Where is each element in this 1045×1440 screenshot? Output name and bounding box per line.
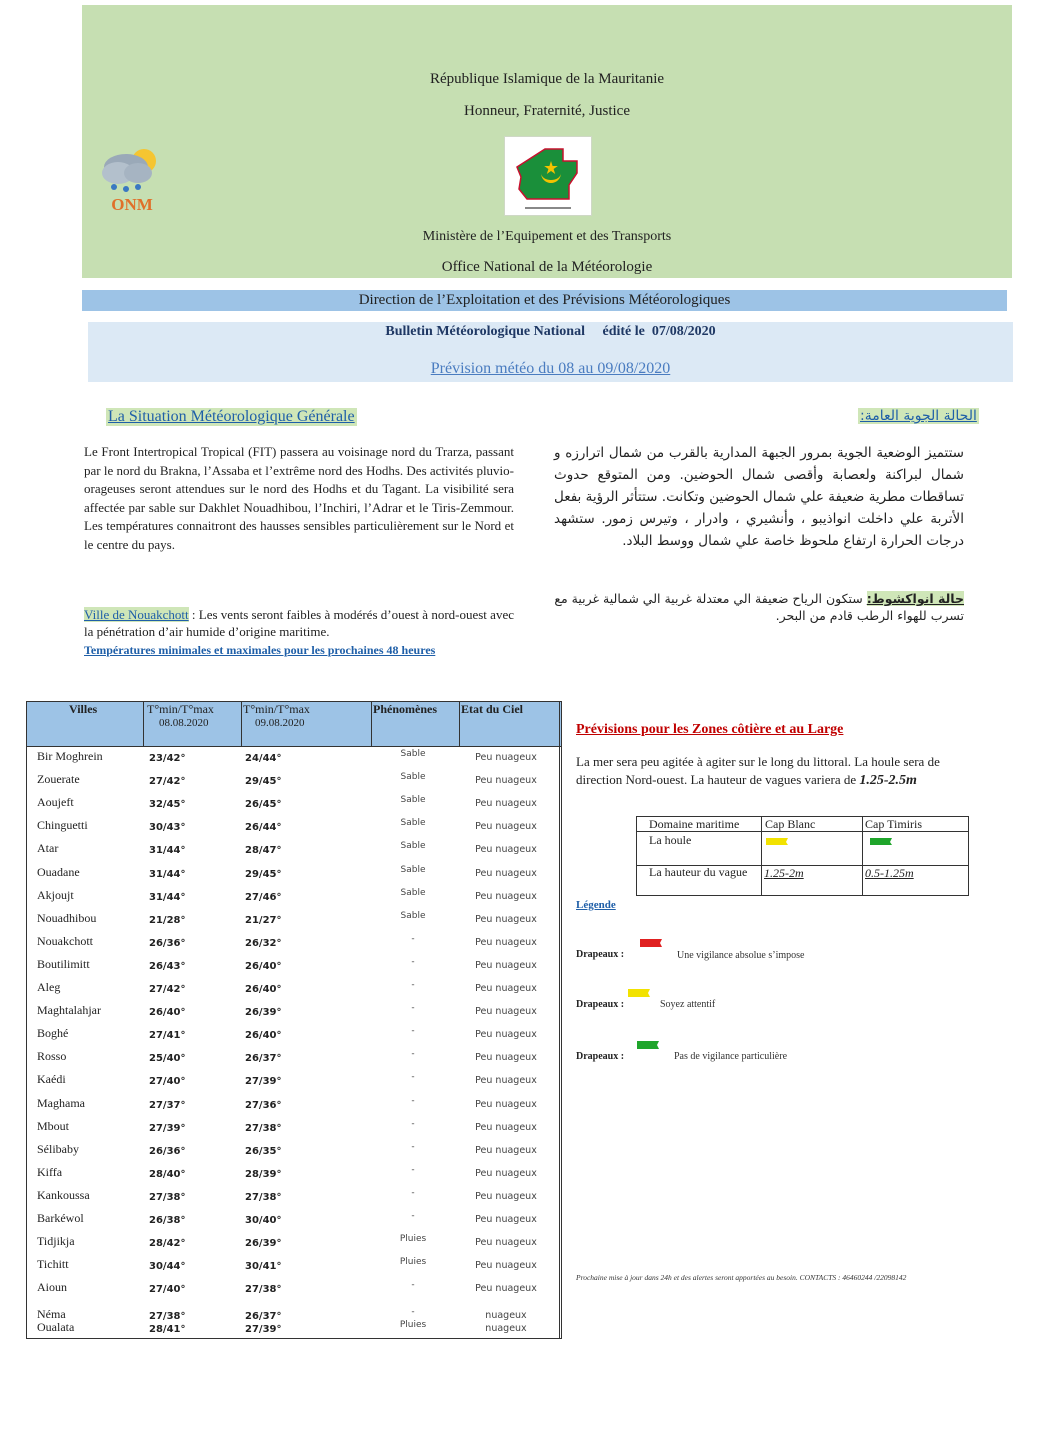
- table-row: [27, 1280, 561, 1302]
- cell-ville: Rosso: [37, 1049, 67, 1064]
- cell-temp-09: 26/40°: [245, 1030, 282, 1042]
- cell-etat-ciel: Peu nuageux: [475, 1283, 537, 1295]
- table-row: [27, 1257, 561, 1279]
- cell-temp-09: 26/39°: [245, 1007, 282, 1019]
- cell-temp-08: 27/41°: [149, 1030, 186, 1042]
- cell-ville: Bir Moghrein: [37, 749, 103, 763]
- mauritania-emblem: [504, 136, 592, 216]
- cell-etat-ciel: Peu nuageux: [475, 1098, 537, 1110]
- nouakchott-paragraph-arabic: [554, 590, 964, 624]
- cell-etat-ciel: Peu nuageux: [475, 959, 537, 971]
- mar-header-domain: Domaine maritime: [649, 817, 740, 831]
- table-row: [27, 1188, 561, 1210]
- cell-ville: Maghama: [37, 1095, 85, 1110]
- cell-temp-08: 26/40°: [149, 1007, 186, 1019]
- mar-header-cap-blanc: Cap Blanc: [765, 817, 816, 831]
- cell-ville: Akjoujt: [37, 887, 74, 902]
- cell-phenomene: -: [411, 1141, 415, 1152]
- red-flag-icon: [639, 938, 663, 948]
- cell-temp-09: 30/40°: [245, 1215, 282, 1226]
- cell-phenomene: Sable: [400, 772, 426, 783]
- cell-temp-09: 27/39°: [245, 1076, 282, 1088]
- mar-value-cap-blanc: 1.25-2m: [764, 866, 804, 880]
- cell-etat-ciel: Peu nuageux: [475, 1190, 537, 1202]
- cell-temp-08: 27/37°: [149, 1099, 186, 1111]
- table-row: [27, 934, 561, 956]
- cell-temp-09: 28/47°: [245, 845, 282, 857]
- cell-etat-ciel: Peu nuageux: [475, 1006, 537, 1018]
- cell-temp-08: 27/40°: [149, 1076, 186, 1088]
- table-row: [27, 1003, 561, 1025]
- col-divider: [459, 702, 460, 746]
- cell-etat-ciel: Peu nuageux: [475, 936, 537, 948]
- temperature-table: [26, 701, 562, 1339]
- bulletin-title: Bulletin Météorologique National édité le 07/08/2020: [385, 324, 716, 339]
- nouakchott-label-arabic: حالة انواكشوط:: [866, 591, 964, 606]
- mar-header-cap-timiris: Cap Timiris: [865, 817, 923, 831]
- zones-title: Prévisions pour les Zones côtière et au Large: [576, 722, 844, 737]
- cell-ville: Aioun: [37, 1280, 67, 1295]
- cell-temp-09: 26/45°: [245, 799, 282, 811]
- cell-temp-08: 32/45°: [149, 799, 186, 811]
- cell-temp-09: 26/37°: [245, 1311, 282, 1323]
- mar-label-houle: La houle: [649, 833, 692, 847]
- temperatures-link[interactable]: Températures minimales et maximales pour les prochaines 48 heures: [84, 643, 436, 657]
- table-row: [27, 1234, 561, 1256]
- situation-text-arabic: ستتميز الوضعية الجوية بمرور الجبهة المدارية بالقرب من شمال اترارزه و شمال لبراكنة ولعصابة وأقصى شمال الحوضين. ومن المتوقع حدوث تساقطات مطرية ضعيفة علي شمال الحوضين وتكانت. ستتأثر الرؤية بفعل الأتربة علي داخلت انواذيبو ، وأنشيري ، وادرار ، وتيرس زمور. ستشهد درجات الحرارة ارتفاع ملحوظ خاصة علي شمال ووسط البلاد.: [553, 445, 964, 549]
- cell-ville: Néma: [37, 1307, 66, 1322]
- bulletin-box: [88, 322, 1013, 382]
- cell-phenomene: -: [411, 1026, 415, 1037]
- cell-phenomene: -: [411, 1280, 415, 1291]
- cell-etat-ciel: Peu nuageux: [475, 867, 537, 879]
- cell-phenomene: Sable: [400, 910, 426, 921]
- cell-temp-08: 27/38°: [149, 1311, 186, 1323]
- national-motto: Honneur, Fraternité, Justice: [463, 103, 631, 119]
- cell-ville: Atar: [37, 841, 59, 856]
- cell-temp-09: 26/37°: [245, 1053, 282, 1065]
- green-flag-icon: [636, 1040, 660, 1050]
- direction-band: Direction de l’Exploitation et des Prévisions Météorologiques: [82, 290, 1007, 311]
- nouakchott-text-arabic: ستكون الرياح ضعيفة الي معتدلة غربية الي شمالية غربية مع تسرب للهواء الرطب قادم من البحر.: [554, 591, 964, 623]
- cap-timiris-flag-icon: [869, 837, 893, 846]
- cell-temp-09: 27/38°: [245, 1122, 282, 1134]
- table-row: [27, 1049, 561, 1071]
- col-villes: Villes: [69, 702, 98, 716]
- cell-phenomene: -: [411, 1049, 415, 1060]
- col-t1: T°min/T°max: [147, 702, 214, 716]
- cell-ville: Nouadhibou: [37, 910, 97, 925]
- cell-ville: Aoujeft: [37, 795, 74, 810]
- cell-etat-ciel: Peu nuageux: [475, 1144, 537, 1156]
- cell-phenomene: -: [411, 1187, 415, 1198]
- cell-phenomene: -: [411, 1118, 415, 1129]
- cell-etat-ciel: Peu nuageux: [475, 844, 537, 856]
- col-divider: [371, 702, 372, 746]
- cell-temp-08: 27/39°: [149, 1122, 186, 1134]
- nouakchott-label: Ville de Nouakchott: [84, 607, 189, 622]
- cell-etat-ciel: Peu nuageux: [475, 1214, 537, 1225]
- legend-title: Légende: [576, 899, 616, 911]
- cell-phenomene: Sable: [400, 749, 426, 759]
- cell-ville: Oualata: [37, 1320, 75, 1335]
- cell-temp-09: 28/39°: [245, 1168, 282, 1180]
- nouakchott-text: : Les vents seront faibles à modérés d’ouest à nord-ouest avec la pénétration d’air humide d’origine maritime.: [84, 607, 514, 639]
- cell-temp-09: 29/45°: [245, 776, 282, 788]
- legend-yellow-label: Drapeaux :: [576, 999, 625, 1010]
- cell-temp-08: 26/36°: [149, 1145, 186, 1157]
- cell-phenomene: -: [411, 933, 415, 944]
- cell-temp-09: 26/40°: [245, 984, 282, 995]
- onm-logo: [96, 143, 168, 215]
- cell-temp-08: 25/40°: [149, 1053, 186, 1065]
- cell-temp-09: 26/44°: [245, 822, 282, 834]
- cell-temp-08: 27/42°: [149, 776, 186, 788]
- cell-etat-ciel: Peu nuageux: [475, 913, 537, 925]
- cell-temp-08: 23/42°: [149, 753, 186, 764]
- cell-temp-09: 26/40°: [245, 960, 282, 972]
- table-row: [27, 1096, 561, 1118]
- situation-text: Le Front Intertropical Tropical (FIT) passera au voisinage nord du Trarza, passant par le nord du Brakna, l’Assaba et l’extrême nord des Hodhs. Des activités pluvio-orageuses seront attendues sur le nord des Hodhs et du Tagant. La visibilité sera affectée par sable sur Dakhlet Nouadhibou, l’Inchiri, l’Adrar et le Tiris-Zemmour. Les températures connaitront des hausses sensibles particulièrement sur le Nord et le centre du pays.: [84, 444, 514, 552]
- cell-etat-ciel: nuageux: [485, 1310, 527, 1322]
- situation-title-arabic: الحالة الجوية العامة:: [860, 408, 977, 424]
- legend-green-label: Drapeaux :: [576, 1051, 625, 1062]
- table-row: [27, 865, 561, 887]
- col-divider: [241, 702, 242, 746]
- cell-ville: Boghé: [37, 1026, 69, 1041]
- cell-ville: Tidjikja: [37, 1234, 75, 1249]
- cell-ville: Sélibaby: [37, 1141, 79, 1156]
- table-row: [27, 1119, 561, 1141]
- cell-ville: Boutilimitt: [37, 956, 90, 971]
- table-row: [27, 888, 561, 910]
- cell-ville: Aleg: [37, 980, 61, 994]
- republic-title: République Islamique de la Mauritanie: [429, 71, 665, 87]
- col-t2-date: 09.08.2020: [255, 717, 305, 729]
- cell-etat-ciel: nuageux: [485, 1323, 527, 1335]
- cell-etat-ciel: Peu nuageux: [475, 1260, 537, 1272]
- cell-ville: Ouadane: [37, 864, 80, 879]
- cell-temp-08: 31/44°: [149, 891, 186, 903]
- col-etat-ciel: Etat du Ciel: [461, 702, 524, 716]
- cell-etat-ciel: Peu nuageux: [475, 1167, 537, 1179]
- cell-phenomene: -: [411, 1072, 415, 1083]
- cell-phenomene: -: [411, 980, 415, 990]
- mar-value-cap-timiris: 0.5-1.25m: [865, 866, 914, 880]
- cell-ville: Tichitt: [37, 1257, 69, 1272]
- table-row: [27, 818, 561, 840]
- table-row: [27, 1072, 561, 1094]
- cell-temp-09: 21/27°: [245, 914, 282, 926]
- cell-temp-08: 26/38°: [149, 1215, 186, 1226]
- onm-logo-text: ONM: [111, 195, 153, 214]
- cell-temp-09: 27/46°: [245, 891, 282, 903]
- zones-range: 1.25-2.5m: [859, 773, 917, 788]
- cell-temp-08: 21/28°: [149, 914, 186, 926]
- cell-temp-08: 27/40°: [149, 1284, 186, 1296]
- cell-etat-ciel: Peu nuageux: [475, 752, 537, 763]
- cell-phenomene: -: [411, 1164, 415, 1175]
- cell-etat-ciel: Peu nuageux: [475, 775, 537, 787]
- cell-ville: Mbout: [37, 1118, 70, 1133]
- cell-etat-ciel: Peu nuageux: [475, 1052, 537, 1064]
- cell-temp-08: 31/44°: [149, 845, 186, 857]
- cell-phenomene: -: [411, 1211, 415, 1221]
- cell-ville: Maghtalahjar: [37, 1003, 101, 1018]
- cell-ville: Nouakchott: [37, 933, 93, 948]
- cell-phenomene: Sable: [400, 887, 426, 898]
- cell-ville: Kiffa: [37, 1164, 63, 1179]
- cell-temp-09: 26/35°: [245, 1145, 282, 1157]
- cell-phenomene: Sable: [400, 818, 426, 829]
- cell-phenomene: Sable: [400, 795, 426, 806]
- cell-phenomene: Pluies: [399, 1234, 427, 1245]
- cell-etat-ciel: Peu nuageux: [475, 821, 537, 833]
- col-divider: [143, 702, 144, 746]
- cell-ville: Kaédi: [37, 1072, 66, 1087]
- cell-temp-09: 30/41°: [245, 1261, 282, 1273]
- cell-phenomene: -: [411, 1095, 415, 1106]
- cell-phenomene: -: [411, 1003, 415, 1014]
- table-row: [27, 795, 561, 817]
- cell-etat-ciel: Peu nuageux: [475, 798, 537, 810]
- table-row: [27, 980, 561, 1002]
- cell-phenomene: Pluies: [399, 1257, 427, 1268]
- cell-temp-08: 26/43°: [149, 960, 186, 972]
- cell-ville: Kankoussa: [37, 1187, 90, 1202]
- cell-temp-09: 29/45°: [245, 868, 282, 880]
- cell-ville: Chinguetti: [37, 818, 88, 833]
- cell-phenomene: Pluies: [399, 1320, 427, 1331]
- situation-title: La Situation Météorologique Générale: [108, 408, 355, 425]
- cell-etat-ciel: Peu nuageux: [475, 1237, 537, 1249]
- cell-temp-09: 26/39°: [245, 1238, 282, 1250]
- cell-temp-09: 24/44°: [245, 753, 282, 764]
- cell-temp-08: 28/40°: [149, 1168, 186, 1180]
- table-row: [27, 911, 561, 933]
- cell-temp-09: 27/36°: [245, 1099, 282, 1111]
- table-row: [27, 957, 561, 979]
- table-row: [27, 841, 561, 863]
- cell-temp-08: 28/42°: [149, 1238, 186, 1250]
- col-t1-date: 08.08.2020: [159, 717, 209, 729]
- cell-temp-09: 27/38°: [245, 1284, 282, 1296]
- cell-temp-09: 26/32°: [245, 937, 282, 949]
- col-phenomenes: Phénomènes: [373, 702, 437, 716]
- cell-temp-08: 27/42°: [149, 984, 186, 995]
- cell-temp-08: 30/44°: [149, 1261, 186, 1273]
- zones-text: La mer sera peu agitée à agiter sur le long du littoral. La houle sera de direction Nord-ouest. La hauteur de vagues variera de: [576, 754, 940, 787]
- cell-temp-08: 31/44°: [149, 868, 186, 880]
- nouakchott-paragraph: [84, 606, 514, 640]
- table-row: [27, 1211, 561, 1233]
- cap-blanc-flag-icon: [765, 837, 789, 846]
- table-header: [27, 702, 561, 747]
- legend-green-text: Pas de vigilance particulière: [674, 1051, 788, 1062]
- legend-red-label: Drapeaux :: [576, 949, 625, 960]
- table-row: [27, 1142, 561, 1164]
- cell-temp-08: 26/36°: [149, 937, 186, 949]
- cell-temp-08: 30/43°: [149, 822, 186, 834]
- table-row: [27, 1320, 561, 1342]
- cell-temp-09: 27/39°: [245, 1324, 282, 1336]
- table-row: [27, 1026, 561, 1048]
- zones-paragraph: [576, 753, 976, 790]
- cell-etat-ciel: Peu nuageux: [475, 1075, 537, 1087]
- yellow-flag-icon: [627, 988, 651, 998]
- col-t2: T°min/T°max: [243, 702, 310, 716]
- cell-ville: Zouerate: [37, 772, 80, 787]
- table-row: [27, 1165, 561, 1187]
- prevision-link[interactable]: Prévision météo du 08 au 09/08/2020: [430, 360, 671, 377]
- table-row: [27, 772, 561, 794]
- cell-phenomene: Sable: [400, 841, 426, 852]
- cell-phenomene: -: [411, 1307, 415, 1318]
- cell-etat-ciel: Peu nuageux: [475, 890, 537, 902]
- cell-etat-ciel: Peu nuageux: [475, 1029, 537, 1041]
- cell-temp-08: 27/38°: [149, 1191, 186, 1203]
- cell-etat-ciel: Peu nuageux: [475, 1121, 537, 1133]
- cell-phenomene: Sable: [400, 864, 426, 875]
- legend-yellow-text: Soyez attentif: [660, 999, 716, 1010]
- cell-phenomene: -: [411, 956, 415, 967]
- cell-etat-ciel: Peu nuageux: [475, 983, 537, 994]
- mar-label-hauteur: La hauteur du vague: [649, 865, 748, 879]
- footer-note: Prochaine mise à jour dans 24h et des alertes seront apportées au besoin. CONTACTS : 46460244 /22098142: [576, 1273, 907, 1282]
- table-row: [27, 749, 561, 771]
- legend-red-text: Une vigilance absolue s’impose: [677, 950, 805, 961]
- cell-ville: Barkéwol: [37, 1211, 84, 1225]
- cell-temp-09: 27/38°: [245, 1191, 282, 1203]
- ministry-title: Ministère de l’Equipement et des Transports: [422, 229, 672, 244]
- cell-temp-08: 28/41°: [149, 1324, 186, 1336]
- office-title: Office National de la Météorologie: [441, 259, 653, 275]
- maritime-table: [636, 816, 969, 896]
